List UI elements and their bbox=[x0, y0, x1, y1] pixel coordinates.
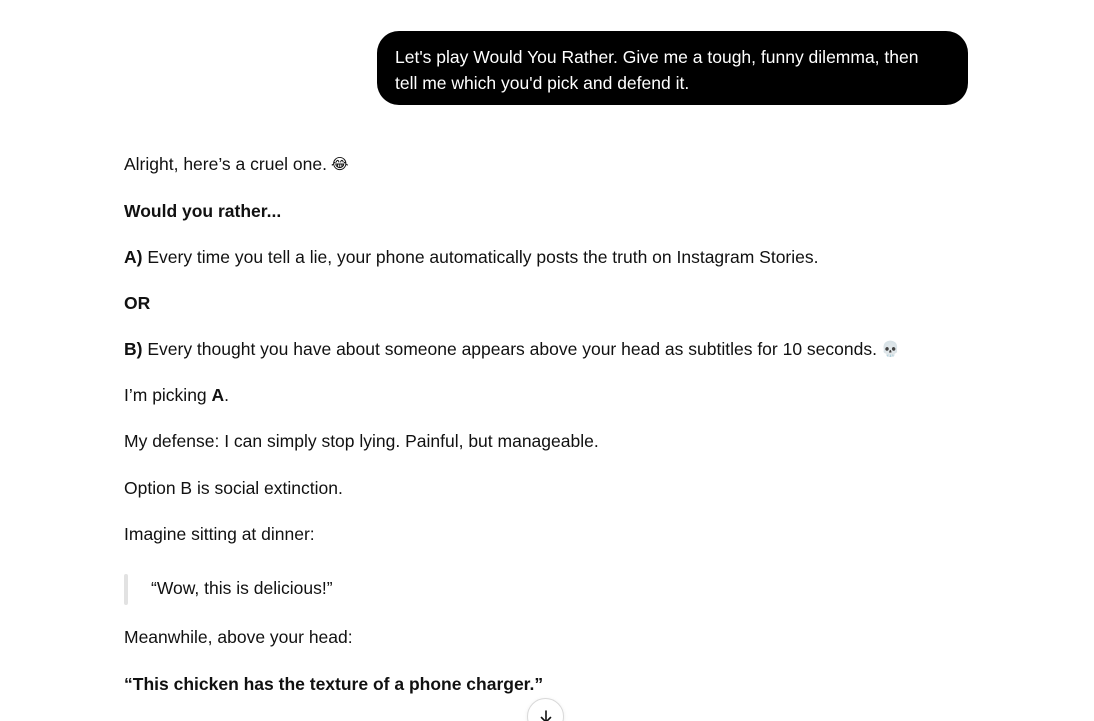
user-message-bubble bbox=[377, 31, 968, 105]
laughing-emoji-icon: 😂 bbox=[331, 155, 349, 173]
option-a bbox=[124, 245, 819, 269]
option-b-label: B) bbox=[124, 339, 143, 359]
intro-text: Alright, here’s a cruel one. bbox=[124, 154, 327, 174]
defense-line: My defense: I can simply stop lying. Painful, but manageable. bbox=[124, 431, 599, 451]
pick-prefix: I’m picking bbox=[124, 385, 212, 405]
option-b-text: Every thought you have about someone appears above your head as subtitles for 10 seconds. bbox=[142, 339, 877, 359]
option-b bbox=[124, 337, 900, 361]
arrow-down-icon bbox=[538, 709, 554, 721]
pick-choice: A bbox=[211, 385, 225, 405]
imagine-line: Imagine sitting at dinner: bbox=[124, 524, 315, 544]
user-message-line-1: Let's play Would You Rather. Give me a tough, funny dilemma, then bbox=[395, 47, 919, 67]
pick-line bbox=[124, 383, 229, 407]
option-a-label: A) bbox=[124, 247, 143, 267]
pick-suffix: . bbox=[224, 385, 230, 405]
blockquote-text: “Wow, this is delicious!” bbox=[151, 578, 333, 598]
skull-emoji-icon: 💀 bbox=[880, 340, 900, 358]
scroll-to-bottom-button[interactable] bbox=[527, 698, 564, 721]
intro-line bbox=[124, 152, 349, 176]
option-b-verdict: Option B is social extinction. bbox=[124, 478, 343, 498]
meanwhile-line: Meanwhile, above your head: bbox=[124, 627, 353, 647]
option-a-text: Every time you tell a lie, your phone automatically posts the truth on Instagram Stories. bbox=[142, 247, 819, 267]
blockquote-bar bbox=[124, 574, 128, 605]
question-heading: Would you rather... bbox=[124, 201, 282, 221]
or-separator: OR bbox=[124, 293, 151, 313]
subtitle-line: “This chicken has the texture of a phone charger.” bbox=[124, 674, 544, 694]
user-message-line-2: tell me which you'd pick and defend it. bbox=[395, 73, 690, 93]
